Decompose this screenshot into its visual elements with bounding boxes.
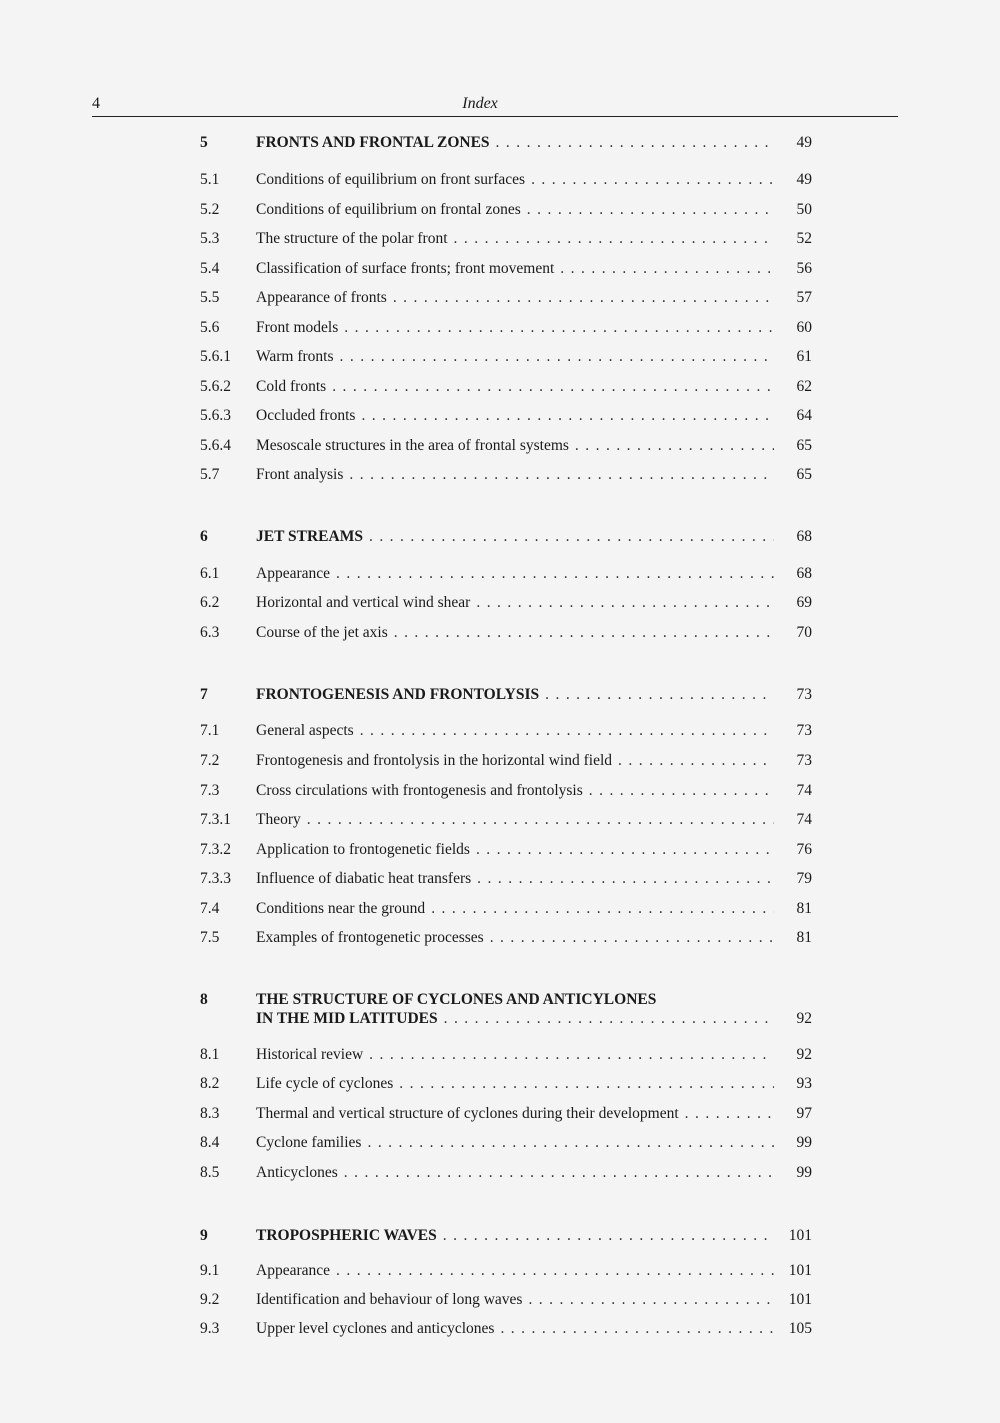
dot-leader — [344, 1163, 774, 1183]
entry-title: Classification of surface fronts; front movement — [256, 260, 555, 277]
entry-number: 9.1 — [200, 1262, 220, 1279]
dot-leader — [618, 751, 774, 771]
toc-entry — [200, 377, 812, 397]
dot-leader — [360, 721, 774, 741]
entry-number: 5 — [200, 134, 208, 151]
entry-page: 93 — [796, 1075, 812, 1092]
entry-title: Cyclone families — [256, 1134, 362, 1151]
entry-number: 7.1 — [200, 722, 220, 739]
dot-leader — [340, 347, 774, 367]
dot-leader — [393, 288, 774, 308]
entry-title: Cross circulations with frontogenesis and frontolysis — [256, 782, 583, 799]
entry-page: 60 — [796, 319, 812, 336]
toc-entry — [200, 1163, 812, 1183]
entry-page: 101 — [788, 1227, 812, 1244]
toc-entry — [200, 1074, 812, 1094]
entry-page: 52 — [796, 230, 812, 247]
toc-entry — [200, 1045, 812, 1065]
dot-leader — [336, 564, 774, 584]
entry-title: Examples of frontogenetic processes — [256, 929, 484, 946]
entry-number: 7.3 — [200, 782, 220, 799]
entry-number: 5.2 — [200, 201, 220, 218]
entry-title: Front models — [256, 319, 339, 336]
entry-number: 6 — [200, 528, 208, 545]
dot-leader — [589, 781, 774, 801]
entry-page: 65 — [796, 466, 812, 483]
dot-leader — [496, 133, 774, 153]
entry-title: Conditions of equilibrium on front surfaces — [256, 171, 526, 188]
chapter-heading — [200, 685, 812, 705]
entry-title: Thermal and vertical structure of cyclones during their development — [256, 1105, 679, 1122]
entry-title: Anticyclones — [256, 1164, 338, 1181]
toc-entry — [200, 1133, 812, 1153]
toc-entry — [200, 347, 812, 367]
toc-entry — [200, 436, 812, 456]
entry-number: 7.2 — [200, 752, 220, 769]
entry-number: 8 — [200, 991, 208, 1008]
toc-entry — [200, 259, 812, 279]
entry-number: 5.1 — [200, 171, 220, 188]
entry-page: 92 — [796, 1010, 812, 1027]
toc-entry — [200, 869, 812, 889]
entry-number: 5.3 — [200, 230, 220, 247]
toc-entry — [200, 564, 812, 584]
entry-number: 5.6.3 — [200, 407, 231, 424]
dot-leader — [361, 406, 774, 426]
dot-leader — [528, 1290, 774, 1310]
toc-entry — [200, 623, 812, 643]
entry-page: 57 — [796, 289, 812, 306]
dot-leader — [336, 1261, 774, 1281]
entry-title: Theory — [256, 811, 301, 828]
running-header-title: Index — [462, 95, 498, 112]
entry-number: 8.5 — [200, 1164, 220, 1181]
entry-page: 92 — [796, 1046, 812, 1063]
entry-page: 70 — [796, 624, 812, 641]
dot-leader — [307, 810, 774, 830]
dot-leader — [369, 1045, 774, 1065]
entry-title: TROPOSPHERIC WAVES — [256, 1227, 437, 1244]
entry-number: 8.3 — [200, 1105, 220, 1122]
dot-leader — [443, 1226, 774, 1246]
entry-number: 8.4 — [200, 1134, 220, 1151]
entry-page: 64 — [796, 407, 812, 424]
toc-entry — [200, 721, 812, 741]
entry-page: 73 — [796, 722, 812, 739]
entry-title: The structure of the polar front — [256, 230, 448, 247]
toc-entry — [200, 406, 812, 426]
entry-page: 79 — [796, 870, 812, 887]
dot-leader — [349, 465, 774, 485]
entry-page: 49 — [796, 171, 812, 188]
entry-page: 69 — [796, 594, 812, 611]
dot-leader — [490, 928, 774, 948]
entry-title: FRONTOGENESIS AND FRONTOLYSIS — [256, 686, 540, 703]
header-rule — [92, 116, 898, 117]
entry-page: 99 — [796, 1164, 812, 1181]
entry-page: 74 — [796, 811, 812, 828]
entry-title: Application to frontogenetic fields — [256, 841, 470, 858]
entry-page: 105 — [788, 1320, 812, 1337]
entry-number: 7.3.3 — [200, 870, 231, 887]
toc-entry — [200, 229, 812, 249]
entry-number: 5.6.2 — [200, 378, 231, 395]
entry-title: Upper level cyclones and anticyclones — [256, 1320, 495, 1337]
toc-entry — [200, 200, 812, 220]
entry-title: IN THE MID LATITUDES — [256, 1010, 438, 1027]
entry-number: 8.1 — [200, 1046, 220, 1063]
entry-number: 5.7 — [200, 466, 220, 483]
entry-title: Cold fronts — [256, 378, 327, 395]
dot-leader — [476, 840, 774, 860]
entry-number: 7 — [200, 686, 208, 703]
entry-title: Front analysis — [256, 466, 344, 483]
entry-title: Course of the jet axis — [256, 624, 388, 641]
dot-leader — [685, 1104, 774, 1124]
toc-entry — [200, 318, 812, 338]
entry-page: 76 — [796, 841, 812, 858]
entry-number: 6.2 — [200, 594, 220, 611]
entry-page: 99 — [796, 1134, 812, 1151]
toc-entry — [200, 1319, 812, 1339]
entry-title: FRONTS AND FRONTAL ZONES — [256, 134, 490, 151]
dot-leader — [344, 318, 774, 338]
entry-number: 5.6 — [200, 319, 220, 336]
entry-number: 6.1 — [200, 565, 220, 582]
entry-number: 9.3 — [200, 1320, 220, 1337]
entry-page: 50 — [796, 201, 812, 218]
entry-title: Appearance of fronts — [256, 289, 387, 306]
entry-page: 62 — [796, 378, 812, 395]
entry-page: 81 — [796, 929, 812, 946]
toc-entry — [200, 781, 812, 801]
chapter-heading — [200, 1226, 812, 1246]
toc-entry — [200, 170, 812, 190]
entry-number: 7.3.2 — [200, 841, 231, 858]
dot-leader — [545, 685, 774, 705]
dot-leader — [399, 1074, 774, 1094]
toc-entry — [200, 751, 812, 771]
entry-title: Horizontal and vertical wind shear — [256, 594, 471, 611]
entry-page: 101 — [788, 1262, 812, 1279]
toc-entry — [200, 465, 812, 485]
entry-title: Warm fronts — [256, 348, 334, 365]
dot-leader — [454, 229, 774, 249]
entry-page: 68 — [796, 565, 812, 582]
page-number: 4 — [92, 95, 100, 112]
dot-leader — [369, 527, 774, 547]
entry-title: Conditions of equilibrium on frontal zones — [256, 201, 521, 218]
entry-number: 5.4 — [200, 260, 220, 277]
entry-title: Influence of diabatic heat transfers — [256, 870, 472, 887]
entry-title: Appearance — [256, 1262, 331, 1279]
entry-title: Appearance — [256, 565, 331, 582]
dot-leader — [476, 593, 774, 613]
dot-leader — [560, 259, 774, 279]
toc-entry — [200, 288, 812, 308]
dot-leader — [394, 623, 774, 643]
entry-number: 5.6.1 — [200, 348, 231, 365]
chapter-heading — [200, 527, 812, 547]
entry-number: 7.5 — [200, 929, 220, 946]
entry-page: 56 — [796, 260, 812, 277]
entry-title: Conditions near the ground — [256, 900, 426, 917]
entry-number: 5.5 — [200, 289, 220, 306]
dot-leader — [531, 170, 774, 190]
entry-number: 7.3.1 — [200, 811, 231, 828]
dot-leader — [575, 436, 774, 456]
toc-entry — [200, 810, 812, 830]
entry-page: 101 — [788, 1291, 812, 1308]
entry-page: 49 — [796, 134, 812, 151]
entry-page: 61 — [796, 348, 812, 365]
entry-title: Historical review — [256, 1046, 364, 1063]
entry-page: 73 — [796, 686, 812, 703]
toc-entry — [200, 840, 812, 860]
entry-title: JET STREAMS — [256, 528, 363, 545]
toc-entry — [200, 1290, 812, 1310]
toc-entry — [200, 593, 812, 613]
dot-leader — [332, 377, 774, 397]
dot-leader — [527, 200, 774, 220]
entry-title: Identification and behaviour of long waves — [256, 1291, 523, 1308]
dot-leader — [500, 1319, 774, 1339]
entry-title: Life cycle of cyclones — [256, 1075, 394, 1092]
chapter-title-line1: THE STRUCTURE OF CYCLONES AND ANTICYLONES — [256, 991, 657, 1008]
entry-title: Occluded fronts — [256, 407, 356, 424]
dot-leader — [367, 1133, 774, 1153]
chapter-heading — [200, 133, 812, 153]
entry-number: 7.4 — [200, 900, 220, 917]
toc-entry — [200, 1261, 812, 1281]
entry-title: Mesoscale structures in the area of frontal systems — [256, 437, 569, 454]
entry-page: 81 — [796, 900, 812, 917]
entry-page: 73 — [796, 752, 812, 769]
dot-leader — [444, 1009, 774, 1029]
entry-title: General aspects — [256, 722, 354, 739]
dot-leader — [431, 899, 774, 919]
entry-number: 5.6.4 — [200, 437, 231, 454]
toc-entry — [200, 899, 812, 919]
entry-page: 74 — [796, 782, 812, 799]
entry-title: Frontogenesis and frontolysis in the horizontal wind field — [256, 752, 613, 769]
entry-number: 8.2 — [200, 1075, 220, 1092]
entry-number: 9.2 — [200, 1291, 220, 1308]
toc-entry — [200, 928, 812, 948]
entry-page: 97 — [796, 1105, 812, 1122]
dot-leader — [477, 869, 774, 889]
toc-entry — [200, 1104, 812, 1124]
entry-number: 9 — [200, 1227, 208, 1244]
entry-number: 6.3 — [200, 624, 220, 641]
entry-page: 65 — [796, 437, 812, 454]
entry-page: 68 — [796, 528, 812, 545]
